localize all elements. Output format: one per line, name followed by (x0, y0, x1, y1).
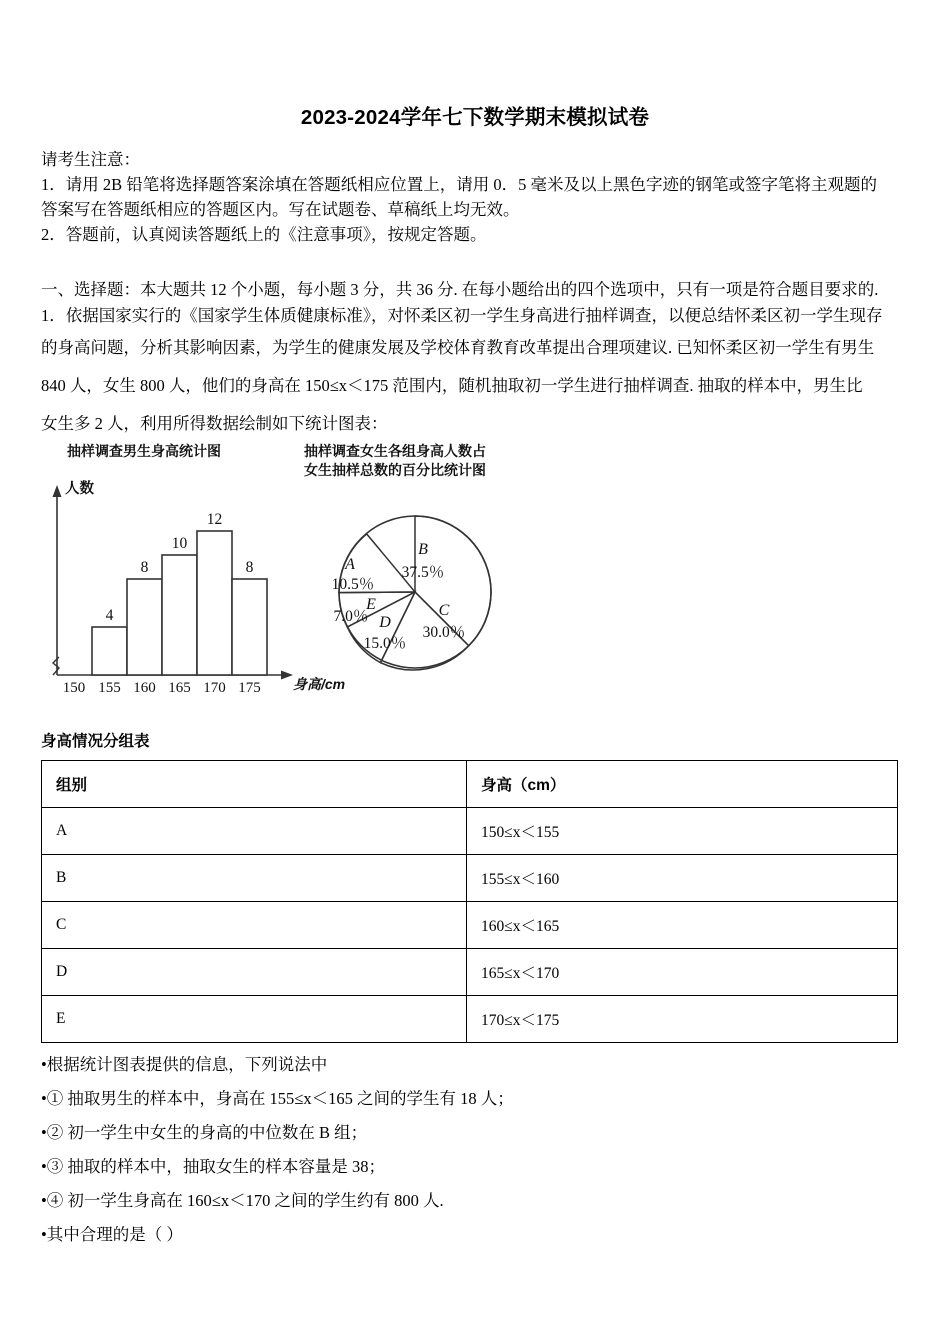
table-row (42, 949, 898, 996)
table-cell-range-c: 160≤x＜165 (467, 902, 898, 949)
bar-170-175 (232, 579, 267, 675)
pie-chart-title-line1: 抽样调查女生各组身高人数占 (304, 443, 486, 459)
statement-list (41, 1048, 921, 1252)
question-block (41, 277, 913, 443)
statement-item-2: •② 初一学生中女生的身高的中位数在 B 组； (41, 1123, 368, 1142)
table-row (42, 996, 898, 1043)
page-title: 2023-2024学年七下数学期末模拟试卷 (300, 106, 650, 129)
pie-value-D: 15.0％ (363, 635, 407, 652)
table-cell-group-b: B (42, 855, 467, 902)
height-grouping-table (41, 760, 898, 1043)
bar-x-axis-label: 身高/cm (293, 676, 346, 692)
notice-line-2: 答案写在答题纸相应的答题区内。写在试题卷、草稿纸上均无效。 (41, 200, 520, 219)
table-header-group: 组别 (42, 761, 467, 808)
pie-chart-title-line2: 女生抽样总数的百分比统计图 (304, 462, 486, 478)
table-header-height: 身高（cm） (467, 761, 898, 808)
table-cell-group-c: C (42, 902, 467, 949)
section-header: 一、选择题：本大题共 12 个小题，每小题 3 分，共 36 分. 在每小题给出的四个选项中，只有一项是符合题目要求的. (41, 280, 879, 299)
pie-value-A: 10.5％ (331, 576, 375, 593)
table-cell-group-d: D (42, 949, 467, 996)
bar-155-160 (127, 579, 162, 675)
question-line-1: 1．依据国家实行的《国家学生体质健康标准》，对怀柔区初一学生身高进行抽样调查，以便总结怀柔区初一学生现存 (41, 306, 883, 325)
table-cell-group-a: A (42, 808, 467, 855)
statement-intro: •根据统计图表提供的信息，下列说法中 (41, 1055, 328, 1074)
bar-value-label-1: 4 (105, 607, 114, 624)
bar-value-label-2: 8 (140, 559, 149, 576)
bar-tick-175: 175 (238, 680, 261, 696)
pie-label-C: C (438, 602, 450, 619)
bar-chart-title: 抽样调查男生身高统计图 (67, 443, 221, 459)
table-cell-range-a: 150≤x＜155 (467, 808, 898, 855)
bar-tick-165: 165 (168, 680, 191, 696)
notice-heading: 请考生注意： (41, 150, 140, 169)
bar-y-axis-arrow (53, 485, 62, 497)
bar-value-label-4: 12 (206, 511, 223, 528)
bar-tick-150: 150 (62, 680, 86, 696)
pie-value-B: 37.5％ (401, 564, 445, 581)
table-row (42, 808, 898, 855)
bar-160-165 (162, 555, 197, 675)
pie-value-E: 7.0％ (333, 608, 369, 625)
bar-value-label-5: 8 (245, 559, 254, 576)
pie-label-E: E (366, 596, 376, 613)
bar-tick-160: 160 (133, 680, 156, 696)
bar-chart (53, 479, 346, 696)
bar-165-170 (197, 531, 232, 675)
statement-item-3: •③ 抽取的样本中，抽取女生的样本容量是 38； (41, 1157, 386, 1176)
bar-value-label-3: 10 (171, 535, 188, 552)
table-cell-group-e: E (42, 996, 467, 1043)
pie-label-B: B (418, 541, 428, 558)
table-caption: 身高情况分组表 (41, 733, 150, 750)
table-cell-range-b: 155≤x＜160 (467, 855, 898, 902)
notice-line-1: 1．请用 2B 铅笔将选择题答案涂填在答题纸相应位置上，请用 0．5 毫米及以上黑色字迹的钢笔或签字笔将主观题的 (41, 175, 878, 194)
candidate-notice (41, 147, 911, 247)
bar-y-axis-label: 人数 (65, 481, 94, 497)
bar-150-155 (92, 627, 127, 675)
question-line-2: 的身高问题，分析其影响因素，为学生的健康发展及学校体育教育改革提出合理项建议. 已知怀柔区初一学生有男生 (41, 338, 875, 357)
pie-label-D: D (379, 614, 391, 631)
statement-closing: •其中合理的是（ ） (41, 1225, 183, 1244)
charts-svg (41, 437, 601, 707)
pie-label-A: A (345, 556, 355, 573)
bar-tick-170: 170 (203, 680, 226, 696)
statistics-figures (41, 437, 601, 707)
bar-axis-break-icon (53, 657, 59, 675)
bar-x-axis-arrow (281, 671, 293, 680)
statement-item-4: •④ 初一学生身高在 160≤x＜170 之间的学生约有 800 人. (41, 1191, 444, 1210)
question-line-4: 女生多 2 人，利用所得数据绘制如下统计图表： (41, 414, 388, 433)
question-line-3: 840 人，女生 800 人，他们的身高在 150≤x＜175 范围内，随机抽取初一学生进行抽样调查. 抽取的样本中，男生比 (41, 376, 863, 395)
table-row (42, 902, 898, 949)
statement-item-1: •① 抽取男生的样本中，身高在 155≤x＜165 之间的学生有 18 人； (41, 1089, 514, 1108)
table-header-row (42, 761, 898, 808)
notice-line-3: 2．答题前，认真阅读答题纸上的《注意事项》，按规定答题。 (41, 225, 487, 244)
pie-chart (332, 516, 491, 670)
table-row (42, 855, 898, 902)
pie-value-C: 30.0％ (422, 624, 466, 641)
table-cell-range-d: 165≤x＜170 (467, 949, 898, 996)
bar-tick-155: 155 (98, 680, 121, 696)
table-cell-range-e: 170≤x＜175 (467, 996, 898, 1043)
